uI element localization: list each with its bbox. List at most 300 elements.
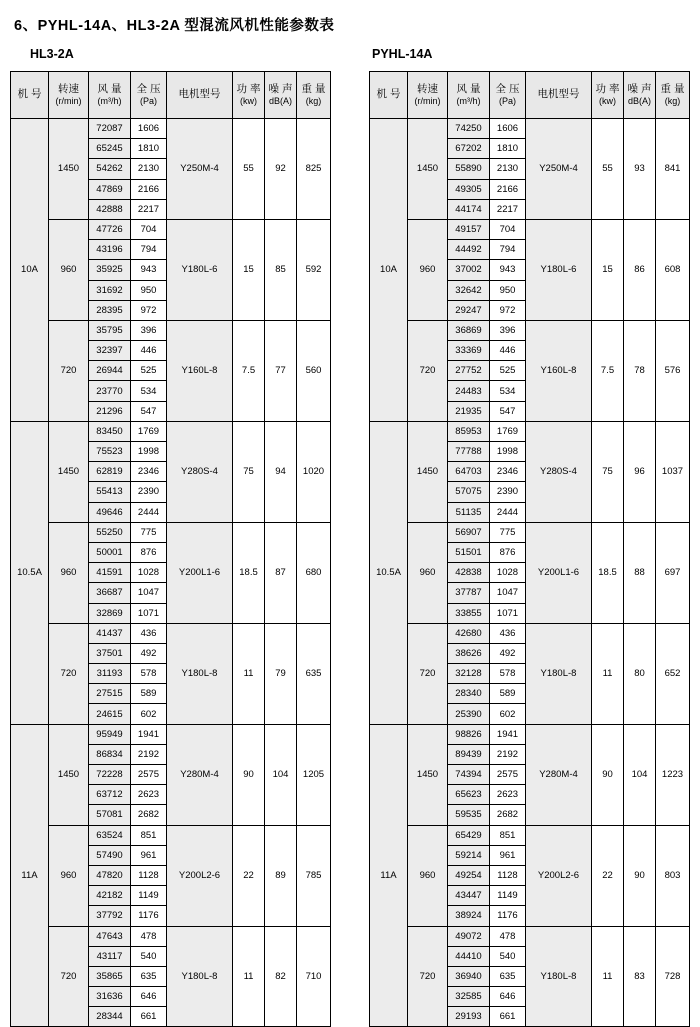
table-row [11, 320, 331, 340]
cell-pressure: 1606 [490, 119, 526, 139]
cell-noise: 93 [624, 119, 656, 220]
cell-pressure: 540 [131, 946, 167, 966]
cell-speed: 720 [49, 926, 89, 1027]
cell-pressure: 1606 [131, 119, 167, 139]
cell-flow: 43447 [448, 886, 490, 906]
cell-noise: 86 [624, 219, 656, 320]
cell-pressure: 534 [131, 381, 167, 401]
cell-power: 15 [592, 219, 624, 320]
cell-pressure: 1998 [131, 442, 167, 462]
table-row [11, 219, 331, 239]
cell-speed: 1450 [408, 119, 448, 220]
cell-weight: 635 [297, 623, 331, 724]
cell-flow: 21935 [448, 401, 490, 421]
column-header-5 [592, 72, 624, 119]
cell-power: 75 [233, 421, 265, 522]
cell-pressure: 794 [490, 240, 526, 260]
table-row [370, 119, 690, 139]
table-header-row [370, 72, 690, 119]
cell-flow: 42888 [89, 199, 131, 219]
cell-weight: 652 [656, 623, 690, 724]
cell-motor-model: Y200L2-6 [526, 825, 592, 926]
cell-flow: 47643 [89, 926, 131, 946]
cell-pressure: 436 [490, 623, 526, 643]
cell-pressure: 589 [131, 684, 167, 704]
cell-pressure: 396 [490, 320, 526, 340]
cell-motor-model: Y280M-4 [167, 724, 233, 825]
cell-pressure: 478 [131, 926, 167, 946]
cell-pressure: 635 [490, 966, 526, 986]
table-header-right [370, 72, 690, 119]
table-row [370, 219, 690, 239]
cell-pressure: 2575 [490, 765, 526, 785]
cell-pressure: 540 [490, 946, 526, 966]
column-header-4 [526, 72, 592, 119]
cell-speed: 960 [49, 522, 89, 623]
cell-pressure: 2444 [131, 502, 167, 522]
column-header-label: 电机型号 [178, 88, 221, 101]
cell-pressure: 2390 [131, 482, 167, 502]
cell-pressure: 2575 [131, 765, 167, 785]
cell-flow: 47726 [89, 219, 131, 239]
cell-flow: 44174 [448, 199, 490, 219]
cell-flow: 29247 [448, 300, 490, 320]
cell-flow: 63524 [89, 825, 131, 845]
cell-speed: 1450 [408, 421, 448, 522]
table-row [11, 623, 331, 643]
column-header-unit: (Pa) [498, 95, 516, 106]
cell-pressure: 1176 [131, 906, 167, 926]
cell-flow: 28344 [89, 1007, 131, 1027]
cell-flow: 75523 [89, 442, 131, 462]
column-header-unit: (kg) [305, 95, 322, 106]
cell-flow: 65245 [89, 139, 131, 159]
column-header-label: 功 率 [236, 82, 261, 95]
cell-flow: 72228 [89, 765, 131, 785]
cell-flow: 77788 [448, 442, 490, 462]
cell-flow: 47820 [89, 865, 131, 885]
cell-motor-model: Y180L-6 [167, 219, 233, 320]
cell-pressure: 547 [131, 401, 167, 421]
cell-flow: 54262 [89, 159, 131, 179]
column-header-0 [370, 72, 408, 119]
cell-power: 18.5 [592, 522, 624, 623]
cell-flow: 31692 [89, 280, 131, 300]
cell-pressure: 2623 [490, 785, 526, 805]
cell-weight: 1205 [297, 724, 331, 825]
cell-pressure: 1028 [490, 563, 526, 583]
table-row [11, 825, 331, 845]
cell-flow: 86834 [89, 744, 131, 764]
cell-flow: 28340 [448, 684, 490, 704]
cell-flow: 51135 [448, 502, 490, 522]
left-table-caption: HL3-2A [30, 47, 74, 61]
column-header-label: 电机型号 [537, 88, 580, 101]
cell-flow: 65623 [448, 785, 490, 805]
cell-pressure: 2217 [490, 199, 526, 219]
cell-weight: 710 [297, 926, 331, 1027]
cell-noise: 104 [265, 724, 297, 825]
cell-pressure: 1128 [131, 865, 167, 885]
cell-flow: 41437 [89, 623, 131, 643]
column-header-1 [49, 72, 89, 119]
table-captions [0, 45, 700, 71]
cell-power: 22 [592, 825, 624, 926]
cell-flow: 32642 [448, 280, 490, 300]
cell-flow: 37501 [89, 643, 131, 663]
cell-noise: 80 [624, 623, 656, 724]
cell-pressure: 876 [490, 542, 526, 562]
cell-model-no: 10A [11, 119, 49, 422]
cell-flow: 23770 [89, 381, 131, 401]
cell-noise: 92 [265, 119, 297, 220]
cell-pressure: 1128 [490, 865, 526, 885]
cell-motor-model: Y180L-8 [167, 926, 233, 1027]
cell-flow: 89439 [448, 744, 490, 764]
cell-pressure: 534 [490, 381, 526, 401]
cell-motor-model: Y180L-6 [526, 219, 592, 320]
cell-flow: 63712 [89, 785, 131, 805]
cell-weight: 1223 [656, 724, 690, 825]
column-header-6 [624, 72, 656, 119]
cell-power: 18.5 [233, 522, 265, 623]
cell-pressure: 876 [131, 542, 167, 562]
cell-pressure: 775 [490, 522, 526, 542]
cell-pressure: 1149 [490, 886, 526, 906]
cell-speed: 1450 [49, 421, 89, 522]
cell-motor-model: Y200L1-6 [167, 522, 233, 623]
column-header-unit: (kw) [240, 95, 257, 106]
cell-motor-model: Y250M-4 [167, 119, 233, 220]
column-header-label: 全 压 [136, 82, 161, 95]
cell-pressure: 2682 [131, 805, 167, 825]
cell-speed: 720 [408, 926, 448, 1027]
cell-weight: 803 [656, 825, 690, 926]
table-header-row [11, 72, 331, 119]
cell-speed: 960 [408, 825, 448, 926]
column-header-2 [448, 72, 490, 119]
column-header-label: 转速 [58, 82, 79, 95]
cell-power: 11 [592, 623, 624, 724]
cell-pressure: 851 [490, 825, 526, 845]
cell-flow: 35795 [89, 320, 131, 340]
cell-flow: 47869 [89, 179, 131, 199]
cell-power: 11 [233, 926, 265, 1027]
cell-pressure: 1810 [490, 139, 526, 159]
cell-flow: 57075 [448, 482, 490, 502]
cell-power: 11 [233, 623, 265, 724]
cell-flow: 32585 [448, 987, 490, 1007]
cell-noise: 83 [624, 926, 656, 1027]
column-header-label: 转速 [417, 82, 438, 95]
column-header-2 [89, 72, 131, 119]
cell-flow: 42182 [89, 886, 131, 906]
cell-speed: 720 [408, 623, 448, 724]
column-header-label: 机 号 [376, 88, 401, 101]
cell-pressure: 2166 [131, 179, 167, 199]
cell-flow: 64703 [448, 462, 490, 482]
cell-weight: 728 [656, 926, 690, 1027]
cell-pressure: 2623 [131, 785, 167, 805]
cell-motor-model: Y160L-8 [526, 320, 592, 421]
cell-pressure: 2192 [131, 744, 167, 764]
table-row [11, 119, 331, 139]
cell-pressure: 1028 [131, 563, 167, 583]
column-header-3 [131, 72, 167, 119]
column-header-unit: (m³/h) [456, 95, 481, 106]
column-header-label: 噪 声 [627, 82, 652, 95]
table-row [11, 522, 331, 542]
table-row [370, 421, 690, 441]
cell-weight: 680 [297, 522, 331, 623]
cell-flow: 65429 [448, 825, 490, 845]
cell-flow: 55890 [448, 159, 490, 179]
cell-model-no: 10.5A [370, 421, 408, 724]
cell-noise: 85 [265, 219, 297, 320]
cell-pressure: 1047 [131, 583, 167, 603]
cell-flow: 26944 [89, 361, 131, 381]
column-header-1 [408, 72, 448, 119]
column-header-label: 全 压 [495, 82, 520, 95]
cell-weight: 697 [656, 522, 690, 623]
cell-pressure: 446 [490, 341, 526, 361]
cell-flow: 62819 [89, 462, 131, 482]
cell-pressure: 396 [131, 320, 167, 340]
column-header-6 [265, 72, 297, 119]
column-header-label: 功 率 [595, 82, 620, 95]
cell-flow: 42680 [448, 623, 490, 643]
cell-weight: 560 [297, 320, 331, 421]
cell-weight: 1037 [656, 421, 690, 522]
right-table-caption: PYHL-14A [372, 47, 433, 61]
cell-speed: 960 [49, 219, 89, 320]
cell-speed: 1450 [408, 724, 448, 825]
cell-noise: 96 [624, 421, 656, 522]
table-body-left [11, 119, 331, 1027]
column-header-label: 噪 声 [268, 82, 293, 95]
fan-performance-table-left [10, 71, 331, 1027]
column-header-4 [167, 72, 233, 119]
cell-speed: 720 [49, 320, 89, 421]
cell-pressure: 525 [490, 361, 526, 381]
cell-weight: 825 [297, 119, 331, 220]
cell-weight: 592 [297, 219, 331, 320]
cell-pressure: 446 [131, 341, 167, 361]
cell-flow: 74394 [448, 765, 490, 785]
cell-weight: 785 [297, 825, 331, 926]
cell-flow: 27515 [89, 684, 131, 704]
table-row [370, 825, 690, 845]
cell-speed: 960 [408, 219, 448, 320]
cell-pressure: 1047 [490, 583, 526, 603]
column-header-unit: (m³/h) [97, 95, 122, 106]
cell-motor-model: Y280M-4 [526, 724, 592, 825]
table-row [11, 926, 331, 946]
column-header-7 [297, 72, 331, 119]
column-header-label: 重 量 [301, 82, 326, 95]
cell-flow: 37792 [89, 906, 131, 926]
column-header-5 [233, 72, 265, 119]
cell-noise: 77 [265, 320, 297, 421]
cell-noise: 104 [624, 724, 656, 825]
cell-weight: 608 [656, 219, 690, 320]
cell-pressure: 2390 [490, 482, 526, 502]
cell-flow: 59214 [448, 845, 490, 865]
cell-flow: 72087 [89, 119, 131, 139]
fan-performance-table-right [369, 71, 690, 1027]
cell-flow: 57490 [89, 845, 131, 865]
cell-pressure: 661 [131, 1007, 167, 1027]
cell-flow: 44492 [448, 240, 490, 260]
cell-power: 11 [592, 926, 624, 1027]
column-header-unit: (kg) [664, 95, 681, 106]
cell-flow: 36940 [448, 966, 490, 986]
cell-motor-model: Y180L-8 [167, 623, 233, 724]
cell-pressure: 972 [131, 300, 167, 320]
cell-flow: 43196 [89, 240, 131, 260]
column-header-label: 重 量 [660, 82, 685, 95]
cell-flow: 38626 [448, 643, 490, 663]
cell-pressure: 635 [131, 966, 167, 986]
cell-weight: 841 [656, 119, 690, 220]
cell-flow: 49254 [448, 865, 490, 885]
cell-flow: 67202 [448, 139, 490, 159]
cell-pressure: 492 [131, 643, 167, 663]
cell-flow: 21296 [89, 401, 131, 421]
cell-pressure: 1769 [131, 421, 167, 441]
cell-pressure: 602 [131, 704, 167, 724]
cell-noise: 94 [265, 421, 297, 522]
cell-power: 55 [233, 119, 265, 220]
cell-pressure: 1769 [490, 421, 526, 441]
cell-model-no: 11A [11, 724, 49, 1027]
cell-flow: 55250 [89, 522, 131, 542]
column-header-label: 机 号 [17, 88, 42, 101]
table-row [370, 320, 690, 340]
cell-pressure: 547 [490, 401, 526, 421]
column-header-unit: (kw) [599, 95, 616, 106]
cell-power: 55 [592, 119, 624, 220]
table-row [370, 623, 690, 643]
cell-speed: 720 [49, 623, 89, 724]
cell-pressure: 436 [131, 623, 167, 643]
cell-flow: 74250 [448, 119, 490, 139]
cell-flow: 85953 [448, 421, 490, 441]
cell-weight: 1020 [297, 421, 331, 522]
cell-pressure: 1149 [131, 886, 167, 906]
table-row [370, 724, 690, 744]
cell-flow: 59535 [448, 805, 490, 825]
cell-flow: 43117 [89, 946, 131, 966]
cell-pressure: 2130 [131, 159, 167, 179]
page-title: 6、PYHL-14A、HL3-2A 型混流风机性能参数表 [14, 18, 335, 34]
cell-motor-model: Y280S-4 [167, 421, 233, 522]
cell-motor-model: Y200L2-6 [167, 825, 233, 926]
table-body-right [370, 119, 690, 1027]
cell-flow: 29193 [448, 1007, 490, 1027]
cell-power: 22 [233, 825, 265, 926]
cell-pressure: 525 [131, 361, 167, 381]
cell-pressure: 2682 [490, 805, 526, 825]
column-header-unit: dB(A) [268, 95, 292, 106]
cell-flow: 32128 [448, 664, 490, 684]
cell-pressure: 2166 [490, 179, 526, 199]
cell-flow: 35925 [89, 260, 131, 280]
cell-pressure: 961 [131, 845, 167, 865]
table-row [11, 421, 331, 441]
cell-flow: 31636 [89, 987, 131, 1007]
cell-noise: 79 [265, 623, 297, 724]
cell-noise: 78 [624, 320, 656, 421]
cell-flow: 49157 [448, 219, 490, 239]
cell-flow: 32397 [89, 341, 131, 361]
cell-pressure: 851 [131, 825, 167, 845]
cell-pressure: 1941 [490, 724, 526, 744]
cell-pressure: 589 [490, 684, 526, 704]
cell-flow: 27752 [448, 361, 490, 381]
cell-flow: 38924 [448, 906, 490, 926]
cell-pressure: 2444 [490, 502, 526, 522]
cell-pressure: 972 [490, 300, 526, 320]
column-header-unit: dB(A) [627, 95, 651, 106]
cell-pressure: 950 [490, 280, 526, 300]
cell-flow: 50001 [89, 542, 131, 562]
column-header-unit: (r/min) [55, 95, 82, 106]
cell-power: 75 [592, 421, 624, 522]
table-row [370, 522, 690, 542]
cell-flow: 32869 [89, 603, 131, 623]
cell-noise: 89 [265, 825, 297, 926]
cell-flow: 49646 [89, 502, 131, 522]
cell-flow: 41591 [89, 563, 131, 583]
cell-pressure: 2130 [490, 159, 526, 179]
cell-motor-model: Y280S-4 [526, 421, 592, 522]
cell-power: 7.5 [233, 320, 265, 421]
cell-power: 7.5 [592, 320, 624, 421]
cell-pressure: 1071 [131, 603, 167, 623]
cell-flow: 36687 [89, 583, 131, 603]
table-row [11, 724, 331, 744]
cell-speed: 1450 [49, 119, 89, 220]
cell-flow: 42838 [448, 563, 490, 583]
column-header-3 [490, 72, 526, 119]
cell-pressure: 578 [490, 664, 526, 684]
cell-flow: 33855 [448, 603, 490, 623]
cell-pressure: 2192 [490, 744, 526, 764]
cell-pressure: 1998 [490, 442, 526, 462]
cell-pressure: 602 [490, 704, 526, 724]
cell-motor-model: Y180L-8 [526, 623, 592, 724]
cell-power: 90 [233, 724, 265, 825]
cell-pressure: 2346 [490, 462, 526, 482]
cell-speed: 1450 [49, 724, 89, 825]
cell-pressure: 661 [490, 1007, 526, 1027]
cell-pressure: 492 [490, 643, 526, 663]
cell-noise: 88 [624, 522, 656, 623]
cell-pressure: 961 [490, 845, 526, 865]
cell-weight: 576 [656, 320, 690, 421]
cell-speed: 960 [408, 522, 448, 623]
cell-model-no: 11A [370, 724, 408, 1027]
cell-motor-model: Y200L1-6 [526, 522, 592, 623]
column-header-0 [11, 72, 49, 119]
cell-flow: 49072 [448, 926, 490, 946]
cell-pressure: 704 [490, 219, 526, 239]
cell-pressure: 704 [131, 219, 167, 239]
cell-pressure: 646 [490, 987, 526, 1007]
cell-flow: 44410 [448, 946, 490, 966]
cell-pressure: 478 [490, 926, 526, 946]
